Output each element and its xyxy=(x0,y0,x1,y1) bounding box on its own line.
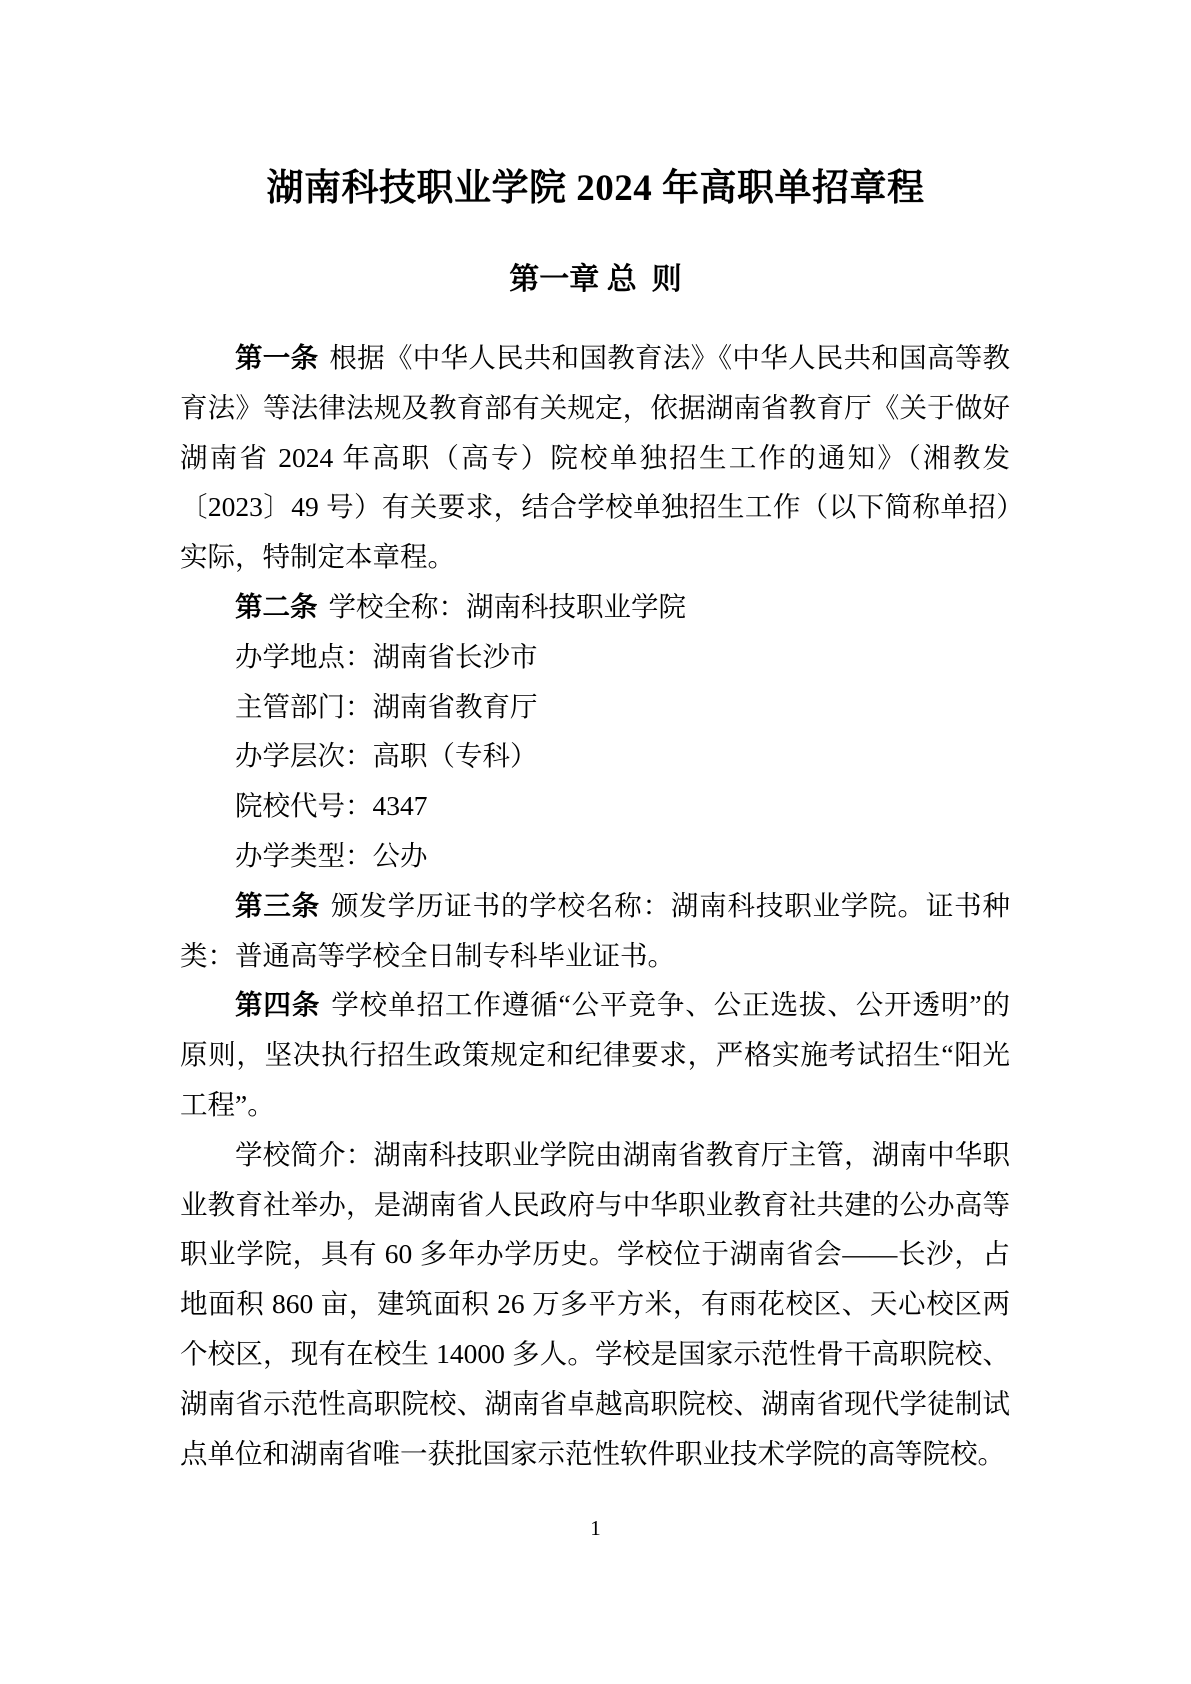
article-lead: 第四条 xyxy=(235,989,321,1021)
paragraph xyxy=(180,582,1010,632)
paragraph xyxy=(180,781,1010,831)
chapter-heading: 第一章 总 则 xyxy=(509,263,682,296)
paragraph xyxy=(180,1130,1010,1479)
paragraph xyxy=(180,333,1010,582)
page-number: 1 xyxy=(590,1516,601,1540)
paragraph xyxy=(180,731,1010,781)
paragraph-text: 办学地点：湖南省长沙市 xyxy=(235,640,538,672)
paragraph-text: 办学层次：高职（专科） xyxy=(235,740,538,772)
paragraph-text: 颁发学历证书的学校名称：湖南科技职业学院。证书种类：普通高等学校全日制专科毕业证书。 xyxy=(180,889,1011,971)
document-title: 湖南科技职业学院 2024 年高职单招章程 xyxy=(266,168,925,209)
article-lead: 第二条 xyxy=(235,590,318,622)
paragraph-text: 学校简介：湖南科技职业学院由湖南省教育厅主管，湖南中华职业教育社举办，是湖南省人民政府与中华职业教育社共建的公办高等职业学院，具有 60 多年办学历史。学校位于湖南省会——长沙，占地面积 860 亩，建筑面积 26 万多平方米，有雨花校区、天心校区两个校区，现有在校生 14000 多人。学校是国家示范性骨干高职院校、湖南省示范性高职院校、湖南省卓越高职院校、湖南省现代学徒制试点单位和湖南省唯一获批国家示范性软件职业技术学院的高等院校。 xyxy=(180,1138,1010,1469)
paragraph xyxy=(180,881,1010,981)
paragraph xyxy=(180,682,1010,732)
article-lead: 第一条 xyxy=(235,342,319,373)
paragraph xyxy=(180,980,1010,1129)
paragraph-text: 办学类型：公办 xyxy=(235,839,428,871)
paragraph xyxy=(180,831,1010,881)
body-text xyxy=(180,333,1010,1478)
paragraph-text: 院校代号：4347 xyxy=(235,790,428,822)
article-lead: 第三条 xyxy=(235,889,320,921)
paragraph-text: 根据《中华人民共和国教育法》《中华人民共和国高等教育法》等法律法规及教育部有关规定，依据湖南省教育厅《关于做好湖南省 2024 年高职（高专）院校单独招生工作的通知》（湘教发〔2023〕49 号）有关要求，结合学校单独招生工作（以下简称单招）实际，特制定本章程。 xyxy=(180,342,1011,573)
paragraph-text: 学校全称：湖南科技职业学院 xyxy=(328,590,686,622)
paragraph-text: 学校单招工作遵循“公平竞争、公正选拔、公开透明”的原则，坚决执行招生政策规定和纪律要求，严格实施考试招生“阳光工程”。 xyxy=(180,989,1010,1120)
paragraph xyxy=(180,632,1010,682)
paragraph-text: 主管部门：湖南省教育厅 xyxy=(235,690,538,722)
